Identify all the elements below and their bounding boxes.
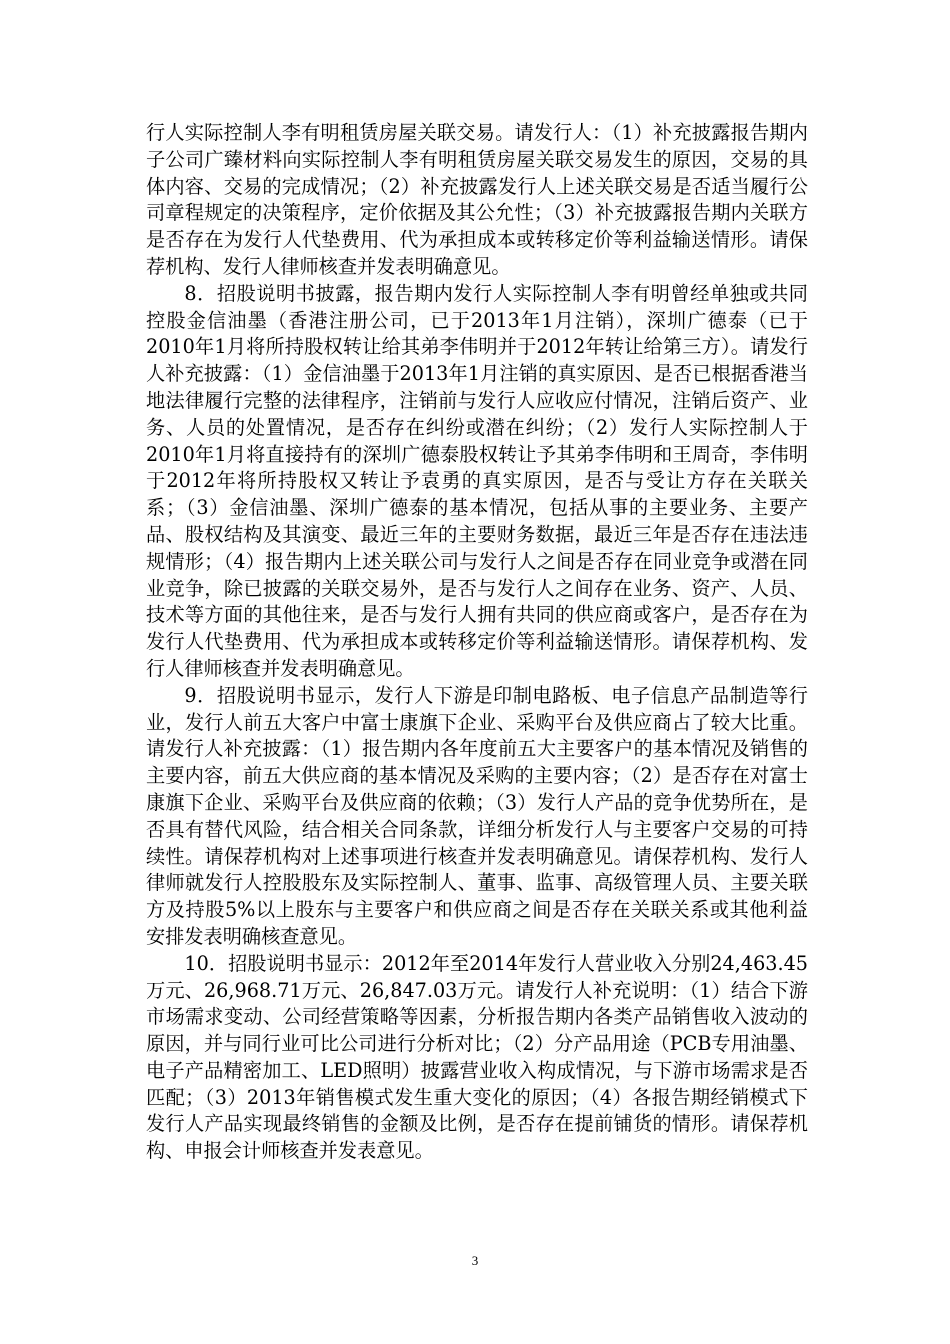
paragraph-7-continuation: 行人实际控制人李有明租赁房屋关联交易。请发行人：（1）补充披露报告期内子公司广臻材料向实际控制人李有明租赁房屋关联交易发生的原因，交易的具体内容、交易的完成情况；（2）补充披露发行人上述关联交易是否适当履行公司章程规定的决策程序，定价依据及其公允性；（3）补充披露报告期内关联方是否存在为发行人代垫费用、代为承担成本或转移定价等利益输送情形。请保荐机构、发行人律师核查并发表明确意见。 — [146, 121, 808, 278]
paragraph-item-8: 8．招股说明书披露，报告期内发行人实际控制人李有明曾经单独或共同控股金信油墨（香港注册公司，已于2013年1月注销），深圳广德泰（已于2010年1月将所持股权转让给其弟李伟明并于2012年转让给第三方）。请发行人补充披露：（1）金信油墨于2013年1月注销的真实原因、是否已根据香港当地法律履行完整的法律程序，注销前与发行人应收应付情况，注销后资产、业务、人员的处置情况，是否存在纠纷或潜在纠纷；（2）发行人实际控制人于2010年1月将直接持有的深圳广德泰股权转让予其弟李伟明和王周奇，李伟明于2012年将所持股权又转让予袁勇的真实原因，是否与受让方存在关联关系；（3）金信油墨、深圳广德泰的基本情况，包括从事的主要业务、主要产品、股权结构及其演变、最近三年的主要财务数据，最近三年是否存在违法违规情形；（4）报告期内上述关联公司与发行人之间是否存在同业竞争或潜在同业竞争，除已披露的关联交易外，是否与发行人之间存在业务、资产、人员、技术等方面的其他往来，是否与发行人拥有共同的供应商或客户，是否存在为发行人代垫费用、代为承担成本或转移定价等利益输送情形。请保荐机构、发行人律师核查并发表明确意见。 — [146, 281, 808, 680]
document-body — [146, 120, 808, 1165]
paragraph-item-10: 10．招股说明书显示：2012年至2014年发行人营业收入分别24,463.45万元、26,968.71万元、26,847.03万元。请发行人补充说明：（1）结合下游市场需求变动、公司经营策略等因素，分析报告期内各类产品销售收入波动的原因，并与同行业可比公司进行分析对比；（2）分产品用途（PCB专用油墨、电子产品精密加工、LED照明）披露营业收入构成情况，与下游市场需求是否匹配；（3）2013年销售模式发生重大变化的原因；（4）各报告期经销模式下发行人产品实现最终销售的金额及比例，是否存在提前铺货的情形。请保荐机构、申报会计师核查并发表意见。 — [146, 951, 808, 1163]
paragraph-item-9: 9．招股说明书显示，发行人下游是印制电路板、电子信息产品制造等行业，发行人前五大客户中富士康旗下企业、采购平台及供应商占了较大比重。请发行人补充披露：（1）报告期内各年度前五大主要客户的基本情况及销售的主要内容，前五大供应商的基本情况及采购的主要内容；（2）是否存在对富士康旗下企业、采购平台及供应商的依赖；（3）发行人产品的竞争优势所在，是否具有替代风险，结合相关合同条款，详细分析发行人与主要客户交易的可持续性。请保荐机构对上述事项进行核查并发表明确意见。请保荐机构、发行人律师就发行人控股股东及实际控制人、董事、监事、高级管理人员、主要关联方及持股5%以上股东与主要客户和供应商之间是否存在关联关系或其他利益安排发表明确核查意见。 — [146, 683, 808, 948]
page-number: 3 — [471, 1253, 479, 1268]
